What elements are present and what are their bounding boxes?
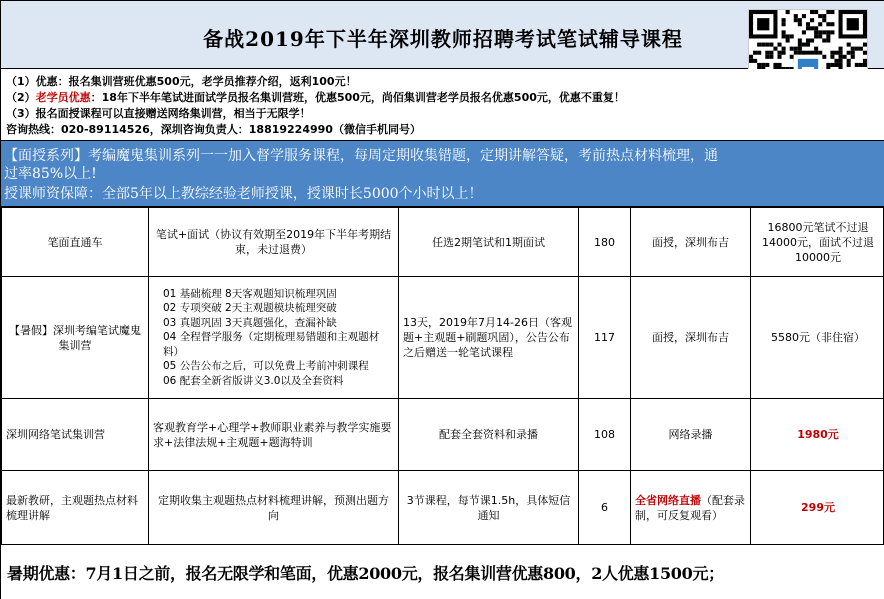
promo-line-2-text: ：18年下半年笔试进面试学员报名集训营班，优惠500元，尚佰集训营老学员报名优惠500元，优惠不重复！ bbox=[90, 91, 625, 104]
course-hours: 180 bbox=[579, 208, 631, 277]
course-name: 【暑假】深圳考编笔试魔鬼集训营 bbox=[2, 277, 149, 399]
promo-line-3-text: （3）报名面授课程可以直接赠送网络集训营，相当于无限学！ bbox=[6, 107, 311, 120]
promo-hotline-text: 咨询热线：020-89114526，深圳咨询负责人：18819224990（微信手机同号） bbox=[6, 123, 421, 136]
promo-line-3 bbox=[6, 105, 311, 121]
course-content: 定期收集主观题热点材料梳理讲解，预测出题方向 bbox=[149, 471, 399, 545]
footer-offer: 暑期优惠：7月1日之前，报名无限学和笔面，优惠2000元，报名集训营优惠800，2人优惠1500元； bbox=[7, 564, 724, 583]
list-item: 02 专项突破 2天主观题模块梳理突破 bbox=[163, 302, 337, 315]
list-item: 05 公告公布之后，可以免费上考前冲刺课程 bbox=[163, 360, 369, 373]
course-schedule: 配套全套资料和录播 bbox=[399, 399, 579, 471]
table-row bbox=[2, 277, 884, 399]
promo-line-2-prefix: （2） bbox=[6, 91, 36, 104]
course-price: 16800元笔试不过退14000元，面试不过退10000元 bbox=[751, 208, 884, 277]
course-table bbox=[1, 207, 884, 545]
course-name: 深圳网络笔试集训营 bbox=[2, 399, 149, 471]
course-mode: 网络录播 bbox=[631, 399, 751, 471]
course-mode: 面授，深圳布吉 bbox=[631, 208, 751, 277]
table-row bbox=[2, 208, 884, 277]
course-content: 笔试+面试（协议有效期至2019年下半年考期结束，未过退费） bbox=[149, 208, 399, 277]
promo-line-1-text: （1）优惠：报名集训营班优惠500元，老学员推荐介绍，返利100元！ bbox=[6, 75, 357, 88]
promo-block bbox=[1, 69, 884, 141]
course-hours: 6 bbox=[579, 471, 631, 545]
list-item: 06 配套全新省版讲义3.0以及全套资料 bbox=[163, 374, 344, 387]
promo-line-2-highlight: 老学员优惠 bbox=[35, 91, 91, 104]
course-hours: 108 bbox=[579, 399, 631, 471]
series-line-2: 过率85%以上! bbox=[4, 166, 97, 182]
course-content: 客观教育学+心理学+教师职业素养与教学实施要求+法律法规+主观题+题海特训 bbox=[149, 399, 399, 471]
course-mode bbox=[631, 471, 751, 545]
course-schedule: 3节课程，每节课1.5h，具体短信通知 bbox=[399, 471, 579, 545]
live-mode-label: 全省网络直播 bbox=[635, 493, 701, 507]
list-item: 04 全程督学服务（定期梳理易错题和主观题材料） bbox=[163, 331, 380, 358]
table-row bbox=[2, 471, 884, 545]
course-mode: 面授，深圳布吉 bbox=[631, 277, 751, 399]
series-band bbox=[1, 141, 884, 207]
course-price: 1980元 bbox=[751, 399, 884, 471]
course-content bbox=[149, 277, 399, 399]
course-schedule: 13天，2019年7月14-26日（客观题+主观题+刷题巩固），公告公布之后赠送一轮笔试课程 bbox=[399, 277, 579, 399]
list-item: 03 真题巩固 3天真题强化，查漏补缺 bbox=[163, 316, 337, 329]
promo-hotline bbox=[6, 121, 421, 137]
course-name: 最新教研，主观题热点材料梳理讲解 bbox=[2, 471, 149, 545]
series-line-3: 授课师资保障：全部5年以上教综经验老师授课，授课时长5000个小时以上！ bbox=[4, 186, 483, 202]
course-price: 5580元（非住宿） bbox=[751, 277, 884, 399]
page-title: 备战2019年下半年深圳教师招聘考试笔试辅导课程 bbox=[203, 27, 683, 51]
live-mode-note: （配套录制，可反复观看） bbox=[635, 493, 745, 522]
list-item: 01 基础梳理 8天客观题知识梳理巩固 bbox=[163, 287, 337, 300]
course-schedule: 任选2期笔试和1期面试 bbox=[399, 208, 579, 277]
course-price: 299元 bbox=[751, 471, 884, 545]
table-row bbox=[2, 399, 884, 471]
promo-line-2 bbox=[6, 89, 625, 105]
promo-line-1 bbox=[6, 73, 357, 89]
course-steps-list bbox=[153, 287, 394, 389]
course-name: 笔面直通车 bbox=[2, 208, 149, 277]
series-line-1: 【面授系列】考编魔鬼集训系列一一加入督学服务课程，每周定期收集错题，定期讲解答疑，考前热点材料梳理，通 bbox=[4, 148, 718, 164]
footer-band bbox=[1, 544, 884, 599]
course-hours: 117 bbox=[579, 277, 631, 399]
